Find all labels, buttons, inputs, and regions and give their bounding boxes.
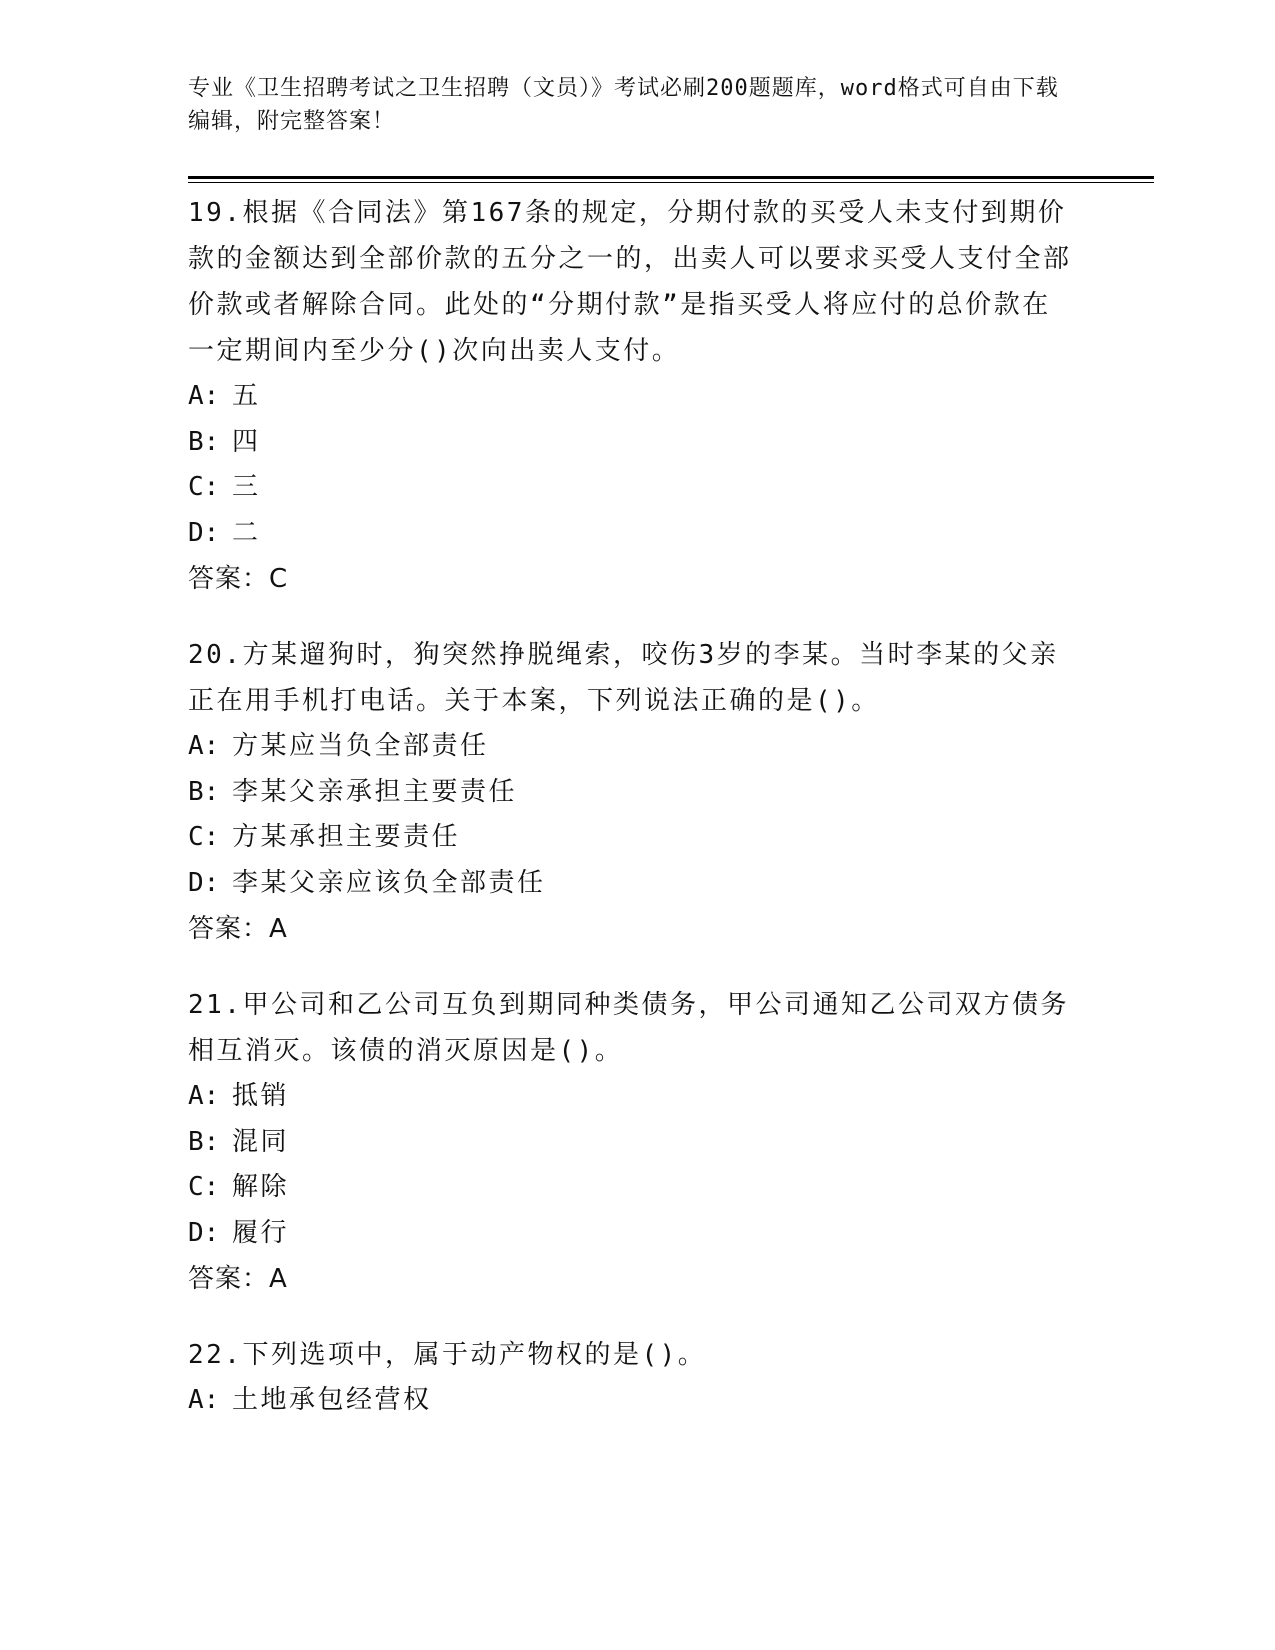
option-text: 四 [232, 426, 261, 457]
header-divider-thick [188, 176, 1154, 179]
option-text: 履行 [232, 1217, 290, 1248]
question-stem: 22.下列选项中，属于动产物权的是()。 [188, 1340, 707, 1370]
option-a [188, 1378, 1088, 1424]
question-22 [188, 1332, 1088, 1424]
option-text: 混同 [232, 1126, 290, 1157]
option-a [188, 1074, 1088, 1120]
option-c [188, 465, 1088, 511]
option-letter: B: [188, 776, 220, 807]
option-letter: C: [188, 1172, 220, 1202]
option-letter: C: [188, 822, 220, 852]
option-text: 李某父亲应该负全部责任 [232, 867, 546, 898]
option-c [188, 1165, 1088, 1211]
option-b [188, 420, 1088, 466]
option-text: 土地承包经营权 [232, 1385, 432, 1415]
option-text: 方某承担主要责任 [232, 822, 461, 852]
question-20 [188, 632, 1088, 952]
option-d [188, 861, 1088, 907]
question-stem: 19.根据《合同法》第167条的规定，分期付款的买受人未支付到期价款的金额达到全部价款的五分之一的，出卖人可以要求买受人支付全部价款或者解除合同。此处的“分期付款”是指买受人将应付的总价款在一定期间内至少分()次向出卖人支付。 [188, 198, 1072, 366]
option-letter: A: [188, 1385, 220, 1415]
option-c [188, 815, 1088, 861]
option-d [188, 1211, 1088, 1257]
option-text: 五 [232, 381, 261, 411]
header-divider-thin [188, 182, 1154, 183]
question-19 [188, 190, 1088, 602]
answer-line: 答案：A [188, 914, 288, 944]
option-b [188, 1120, 1088, 1166]
option-letter: D: [188, 517, 220, 548]
question-stem: 20.方某遛狗时，狗突然挣脱绳索，咬伤3岁的李某。当时李某的父亲正在用手机打电话。关于本案，下列说法正确的是()。 [188, 640, 1059, 716]
question-stem: 21.甲公司和乙公司互负到期同种类债务，甲公司通知乙公司双方债务相互消灭。该债的消灭原因是()。 [188, 990, 1069, 1066]
option-text: 二 [232, 517, 261, 548]
option-letter: D: [188, 1217, 220, 1248]
answer-line: 答案：A [188, 1264, 288, 1294]
option-b [188, 770, 1088, 816]
option-text: 方某应当负全部责任 [232, 731, 489, 761]
option-letter: A: [188, 731, 220, 761]
option-letter: C: [188, 472, 220, 502]
option-letter: B: [188, 426, 220, 457]
option-letter: D: [188, 867, 220, 898]
option-letter: B: [188, 1126, 220, 1157]
option-text: 三 [232, 472, 261, 502]
option-d [188, 511, 1088, 557]
option-letter: A: [188, 381, 220, 411]
option-text: 李某父亲承担主要责任 [232, 776, 518, 807]
option-letter: A: [188, 1081, 220, 1111]
answer-line: 答案：C [188, 564, 289, 594]
header-note: 专业《卫生招聘考试之卫生招聘（文员）》考试必刷200题题库，word格式可自由下载编辑，附完整答案！ [188, 76, 1059, 134]
option-text: 解除 [232, 1172, 290, 1202]
option-a [188, 724, 1088, 770]
question-21 [188, 982, 1088, 1302]
question-list [188, 190, 1088, 1454]
option-a [188, 374, 1088, 420]
option-text: 抵销 [232, 1081, 290, 1111]
